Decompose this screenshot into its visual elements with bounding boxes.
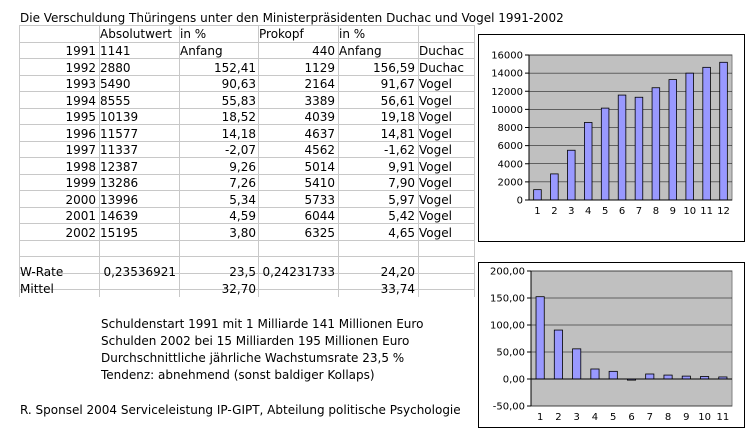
mittel-pct[interactable]: 32,70 [221,282,256,296]
y-tick-label: 14000 [491,68,523,80]
bar [652,88,660,200]
table-cell[interactable]: Vogel [419,225,452,240]
table-cell[interactable]: Anfang [180,44,223,58]
table-cell[interactable]: 14,18 [221,126,256,141]
y-tick-label: 6000 [497,141,523,153]
bar [669,80,677,200]
x-tick-label: 10 [698,412,711,423]
table-cell[interactable]: 5,34 [229,192,256,207]
table-cell[interactable]: Vogel [419,143,452,157]
table-cell[interactable]: 13286 [100,176,139,190]
grid-line-vertical [474,25,475,297]
y-tick-label: 10000 [491,104,523,116]
chart-absolute-debt-svg [479,35,744,241]
x-tick-label: 9 [669,206,676,217]
footer-credit[interactable]: R. Sponsel 2004 Serviceleistung IP-GIPT, Abteilung politische Psychologie [20,403,461,417]
x-tick-label: 11 [700,206,713,217]
table-cell[interactable]: 56,61 [380,93,415,108]
x-tick-label: 1 [536,412,544,423]
table-cell[interactable]: 90,63 [221,77,256,91]
table-cell[interactable]: 1995 [65,110,96,124]
table-cell[interactable]: 1991 [65,44,96,58]
y-tick-label: 8000 [497,123,523,134]
table-cell[interactable]: 4562 [304,143,335,157]
y-tick-label: 0,00 [502,374,525,386]
x-tick-label: 6 [628,412,635,423]
table-cell[interactable]: Vogel [419,126,452,141]
table-cell[interactable]: 11337 [100,143,139,157]
w-rate-prokopf[interactable]: 0,24231733 [262,265,335,279]
table-cell[interactable]: Vogel [419,209,452,223]
table-cell[interactable]: 2002 [65,225,96,240]
table-cell[interactable]: 15195 [100,225,139,240]
table-cell[interactable]: 5014 [304,159,335,174]
table-cell[interactable]: 4637 [304,126,335,141]
bar [601,108,609,200]
bar [646,374,654,379]
table-cell[interactable]: 6325 [304,225,335,240]
bar [664,375,672,379]
note-text[interactable]: Schulden 2002 bei 15 Milliarden 195 Millionen Euro [101,334,410,348]
table-cell[interactable]: 5410 [304,176,335,190]
x-tick-label: 4 [585,206,592,217]
table-cell[interactable]: 1992 [65,60,96,75]
column-header[interactable]: Absolutwert [100,27,172,41]
table-cell[interactable]: Vogel [419,77,452,91]
table-cell[interactable]: 9,26 [229,159,256,174]
table-cell[interactable]: Duchac [419,44,464,58]
table-cell[interactable]: 55,83 [221,93,256,108]
table-cell[interactable]: 4,65 [388,225,415,240]
table-cell[interactable]: 2001 [65,209,96,223]
table-cell[interactable]: -2,07 [224,143,256,157]
table-cell[interactable]: 5490 [100,77,131,91]
table-cell[interactable]: Duchac [419,60,464,75]
w-rate-pct[interactable]: 23,5 [229,265,256,279]
bar [536,297,544,379]
bar [554,330,562,379]
table-cell[interactable]: Vogel [419,110,452,124]
y-tick-label: 50,00 [496,347,525,359]
table-cell[interactable]: 152,41 [214,60,256,75]
table-cell[interactable]: 5,97 [388,192,415,207]
x-tick-label: 2 [555,412,562,423]
y-tick-label: 12000 [491,86,523,98]
table-cell[interactable]: 8555 [100,93,131,108]
x-tick-label: 8 [664,412,672,423]
x-tick-label: 7 [646,412,653,423]
table-cell[interactable]: 1999 [65,176,96,190]
column-header[interactable]: Prokopf [259,27,304,41]
bar [584,122,592,200]
y-tick-label: 4000 [497,159,523,171]
table-cell[interactable]: 12387 [100,159,139,174]
note-text[interactable]: Tendenz: abnehmend (sonst baldiger Kollaps) [101,368,375,382]
y-tick-label: 2000 [497,177,523,189]
x-tick-label: 10 [683,206,697,217]
table-cell[interactable]: -1,62 [383,143,415,157]
mittel-label[interactable]: Mittel [20,282,54,296]
sheet-title[interactable]: Die Verschuldung Thüringens unter den Ministerpräsidenten Duchac und Vogel 1991-2002 [20,11,564,25]
x-tick-label: 8 [652,206,660,217]
bar [591,369,599,379]
x-tick-label: 1 [534,206,541,217]
table-cell[interactable]: 1998 [65,159,96,174]
table-cell[interactable]: 2164 [304,77,335,91]
bar [703,67,711,200]
table-cell[interactable]: 1129 [304,60,335,75]
x-tick-label: 3 [573,412,580,423]
w-rate-abs[interactable]: 0,23536921 [103,265,176,279]
x-tick-label: 5 [610,412,617,423]
bar [551,174,559,200]
table-cell[interactable]: 14639 [100,209,139,223]
table-cell[interactable]: 1141 [100,44,131,58]
x-tick-label: 11 [716,412,730,423]
x-tick-label: 6 [618,206,626,217]
x-tick-label: 3 [568,206,575,217]
table-cell[interactable]: 5,42 [388,209,415,223]
bar [534,190,542,200]
bar [573,349,581,379]
table-cell[interactable]: 7,90 [388,176,415,190]
x-tick-label: 2 [551,206,558,217]
table-cell[interactable]: 10139 [100,110,139,124]
y-tick-label: 16000 [491,50,523,62]
bar [618,95,626,200]
table-cell[interactable]: 13996 [100,192,139,207]
note-text[interactable]: Durchschnittliche jährliche Wachstumsrate 23,5 % [101,351,405,365]
table-cell[interactable]: 91,67 [380,77,415,91]
table-cell[interactable]: 9,91 [388,159,415,174]
y-tick-label: 150,00 [490,293,525,305]
bar [686,73,694,200]
table-cell[interactable]: 11577 [100,126,139,141]
column-header[interactable]: in % [339,27,366,41]
table-cell[interactable]: 1996 [65,126,96,141]
note-text[interactable]: Schuldenstart 1991 mit 1 Milliarde 141 Millionen Euro [101,317,424,331]
table-cell[interactable]: 1997 [65,143,96,157]
table-cell[interactable]: Vogel [419,192,452,207]
table-cell[interactable]: 440 [312,44,335,58]
table-cell[interactable]: Vogel [419,159,452,174]
table-cell[interactable]: 4,59 [229,209,256,223]
x-tick-label: 12 [717,206,730,217]
bar [635,97,643,200]
table-cell[interactable]: 156,59 [373,60,415,75]
table-cell[interactable]: 1993 [65,77,96,91]
table-cell[interactable]: Vogel [419,93,452,108]
table-cell[interactable]: 3,80 [229,225,256,240]
table-cell[interactable]: 2880 [100,60,131,75]
chart-growth-rate[interactable] [478,262,745,428]
w-rate-label[interactable]: W-Rate [20,265,64,279]
y-tick-label: 0 [516,195,523,207]
y-tick-label: 200,00 [490,266,525,278]
grid-line-horizontal [19,256,474,257]
w-rate-pct2[interactable]: 24,20 [380,265,415,279]
table-cell[interactable]: 18,52 [221,110,256,124]
table-cell[interactable]: Anfang [339,44,382,58]
x-tick-label: 4 [591,412,599,423]
x-tick-label: 5 [601,206,609,217]
table-cell[interactable]: 5733 [304,192,335,207]
bar [609,371,617,379]
table-cell[interactable]: 19,18 [380,110,415,124]
column-header[interactable]: in % [180,27,207,41]
table-cell[interactable]: 14,81 [380,126,415,141]
table-cell[interactable]: 6044 [304,209,335,223]
y-tick-label: 100,00 [490,320,525,332]
x-tick-label: 7 [635,206,643,217]
table-cell[interactable]: 2000 [65,192,96,207]
table-cell[interactable]: 3389 [304,93,335,108]
chart-absolute-debt[interactable] [478,34,745,242]
chart-growth-rate-svg [479,263,744,427]
x-tick-label: 9 [683,412,690,423]
bar [720,62,728,200]
bar [567,150,575,200]
table-cell[interactable]: 4039 [304,110,335,124]
table-cell[interactable]: 1994 [65,93,96,108]
table-cell[interactable]: 7,26 [229,176,256,190]
table-cell[interactable]: Vogel [419,176,452,190]
y-tick-label: -50,00 [492,401,525,413]
mittel-pct2[interactable]: 33,74 [380,282,415,296]
